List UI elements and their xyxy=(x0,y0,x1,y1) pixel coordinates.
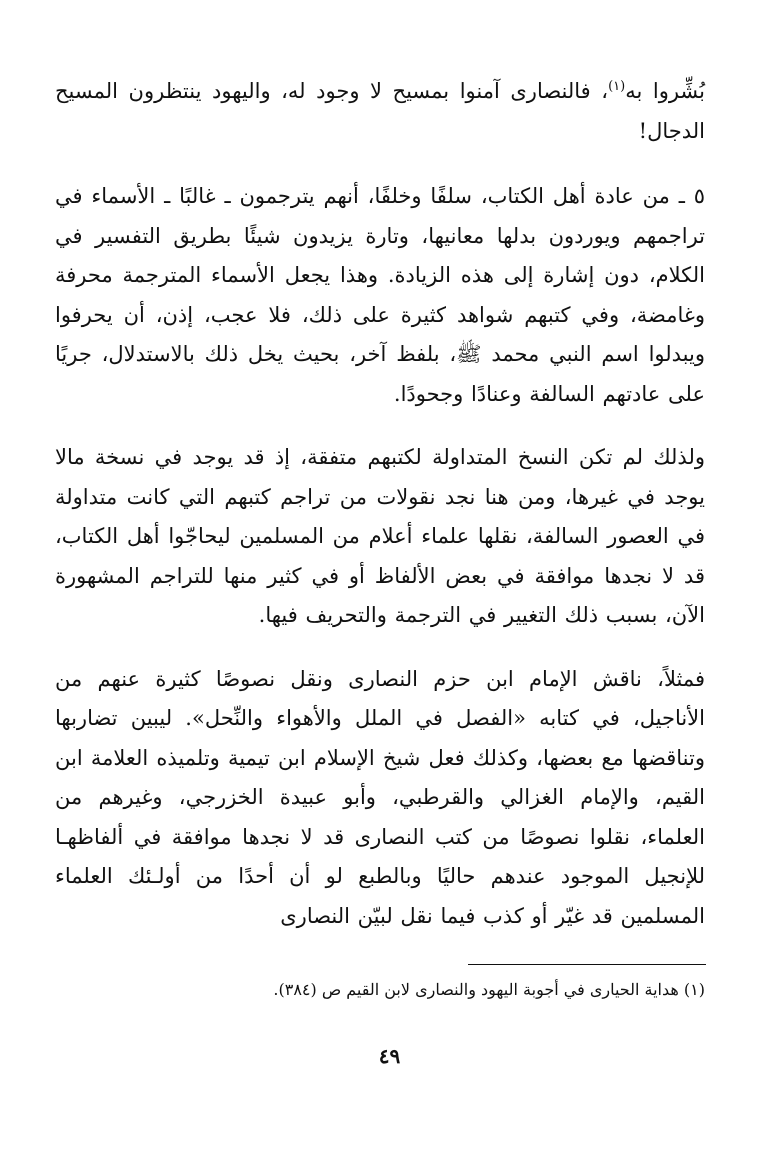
footnote-divider xyxy=(468,964,706,965)
main-text xyxy=(55,72,705,936)
paragraph-1-rest: ، فالنصارى آمنوا بمسيح لا وجود له، واليهود ينتظرون المسيح الدجال! xyxy=(55,79,705,143)
footnote: (١) هداية الحيارى في أجوبة اليهود والنصارى لابن القيم ص (٣٨٤). xyxy=(273,980,705,999)
page-number: ٤٩ xyxy=(378,1044,401,1068)
paragraph-3: ولذلك لم تكن النسخ المتداولة لكتبهم متفقة، إذ قد يوجد في نسخة مالا يوجد في غيرها، ومن هنا نجد نقولات من تراجم كتبهم التي كانت متداولة في العصور السالفة، نقلها علماء أعلام من المسلمين ليحاجّوا أهل الكتاب، قد لا نجدها موافقة في بعض الألفاظ أو في كثير منها للتراجم المشهورة الآن، بسبب ذلك التغيير في الترجمة والتحريف فيها. xyxy=(55,445,705,627)
footnote-ref: (١) xyxy=(608,79,626,94)
paragraph-2: ٥ ـ من عادة أهل الكتاب، سلفًا وخلفًا، أنهم يترجمون ـ غالبًا ـ الأسماء في تراجمهم ويوردون بدلها معانيها، وتارة يزيدون شيئًا بطريق التفسير في الكلام، دون إشارة إلى هذه الزيادة. وهذا يجعل الأسماء المترجمة محرفة وغامضة، وفي كتبهم شواهد كثيرة على ذلك، فلا عجب، إذن، أن يحرفوا ويبدلوا اسم النبي محمد ﷺ، بلفظ آخر، بحيث يخل ذلك بالاستدلال، جريًا على عادتهم السالفة وعنادًا وجحودًا. xyxy=(55,184,705,406)
paragraph-4: فمثلاً، ناقش الإمام ابن حزم النصارى ونقل نصوصًا كثيرة عنهم من الأناجيل، في كتابه «الفصل في الملل والأهواء والنِّحل». ليبين تضاربها وتناقضها مع بعضها، وكذلك فعل شيخ الإسلام ابن تيمية وتلميذه العلامة ابن القيم، والإمام الغزالي والقرطبي، وأبو عبيدة الخزرجي، وغيرهم من العلماء، نقلوا نصوصًا من كتب النصارى قد لا نجدها موافقة في ألفاظهـا للإنجيل الموجود عندهم حاليًا وبالطبع لو أن أحدًا من أولـئك العلماء المسلمين قد غيّر أو كذب فيما نقل لبيّن النصارى xyxy=(55,666,705,928)
paragraph-1-start: بُشِّروا به xyxy=(625,79,706,103)
paragraph-1 xyxy=(55,72,705,151)
